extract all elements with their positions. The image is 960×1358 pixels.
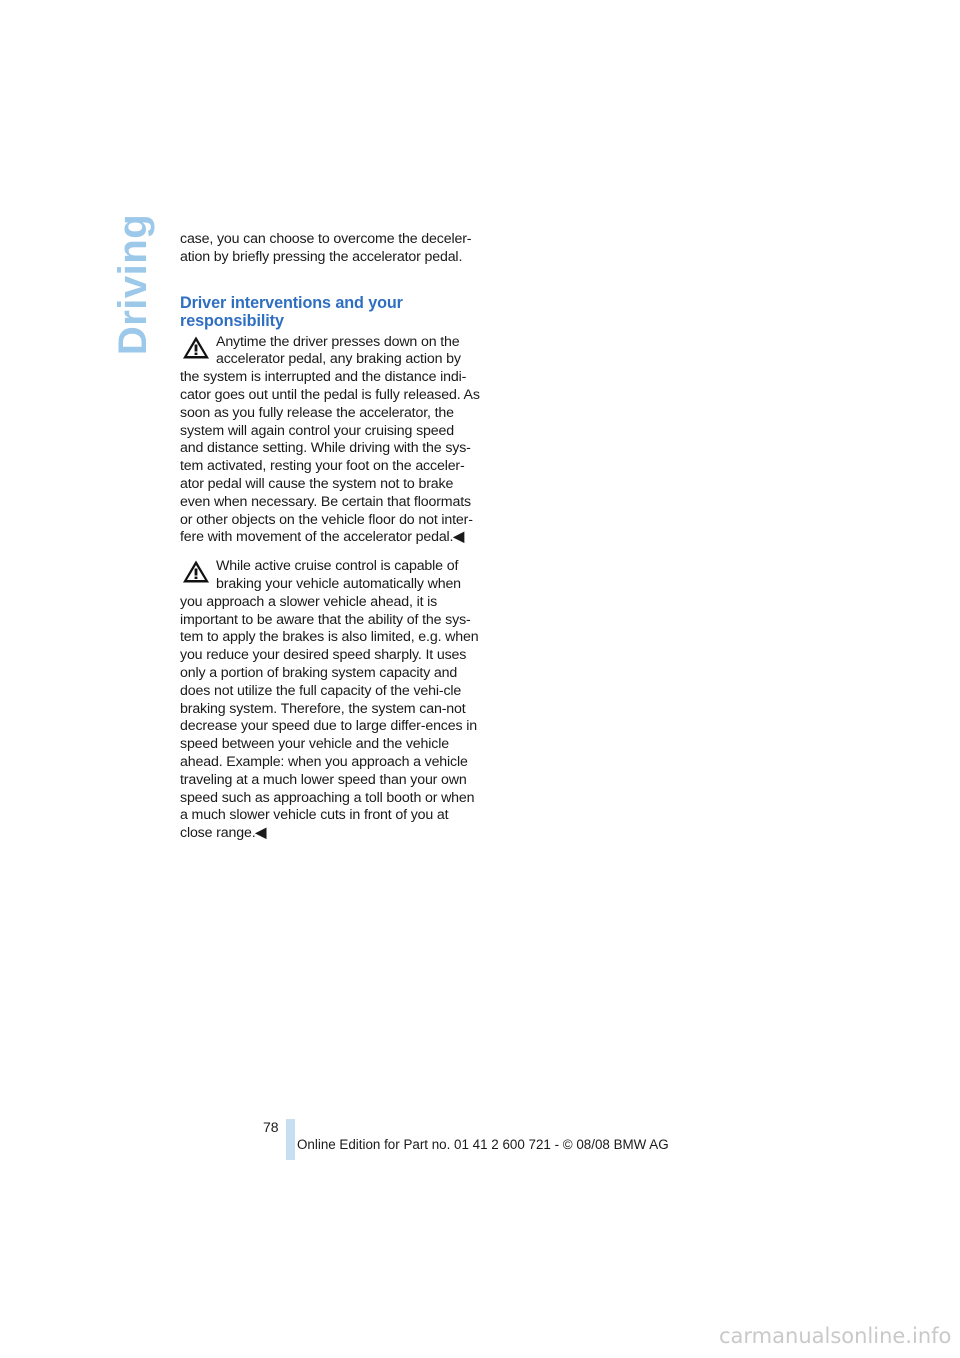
warning-text-1: Anytime the driver presses down on the accelerator pedal, any braking action by the system is interrupted and the distance indi-cator goes out until the pedal is fully released. As soon as you fully release the accelerator, the system will again control your cruising speed and distance setting. While driving with the sys-tem activated, resting your foot on the acceler-ator pedal will cause the system not to brake even when necessary. Be certain that floormats or other objects on the vehicle floor do not inter-fere with movement of the accelerator pedal. [180,333,480,546]
footer-bar [286,1119,295,1160]
page-number: 78 [263,1119,279,1135]
warning-triangle-icon [182,559,210,584]
end-mark-1: ◀ [453,529,465,546]
section-tab-label: Driving [111,213,156,355]
body-column [180,231,480,843]
intro-paragraph: case, you can choose to overcome the deceler-ation by briefly pressing the accelerator pedal. [180,231,472,265]
footer-edition-text: Online Edition for Part no. 01 41 2 600 721 - © 08/08 BMW AG [297,1137,669,1152]
end-mark-2: ◀ [255,825,267,842]
section-tab [111,213,156,355]
watermark: carmanualsonline.info [719,1324,952,1348]
warning-triangle-icon [182,335,210,360]
warning-text-2: While active cruise control is capable of braking your vehicle automatically when you approach a slower vehicle ahead, it is important to be aware that the ability of the sys-tem to apply the brakes is also limited, e.g. when you reduce your desired speed sharply. It uses only a portion of braking system capacity and does not utilize the full capacity of the vehi-cle braking system. Therefore, the system can-not decrease your speed due to large differ-ences in speed between your vehicle and the vehicle ahead. Example: when you approach a vehicle traveling at a much lower speed than your own speed such as approaching a toll booth or when a much slower vehicle cuts in front of you at close range. [180,558,479,842]
warning-paragraph-1 [180,334,480,548]
warning-paragraph-2 [180,558,480,843]
section-heading: Driver interventions and your responsibility [180,293,403,330]
